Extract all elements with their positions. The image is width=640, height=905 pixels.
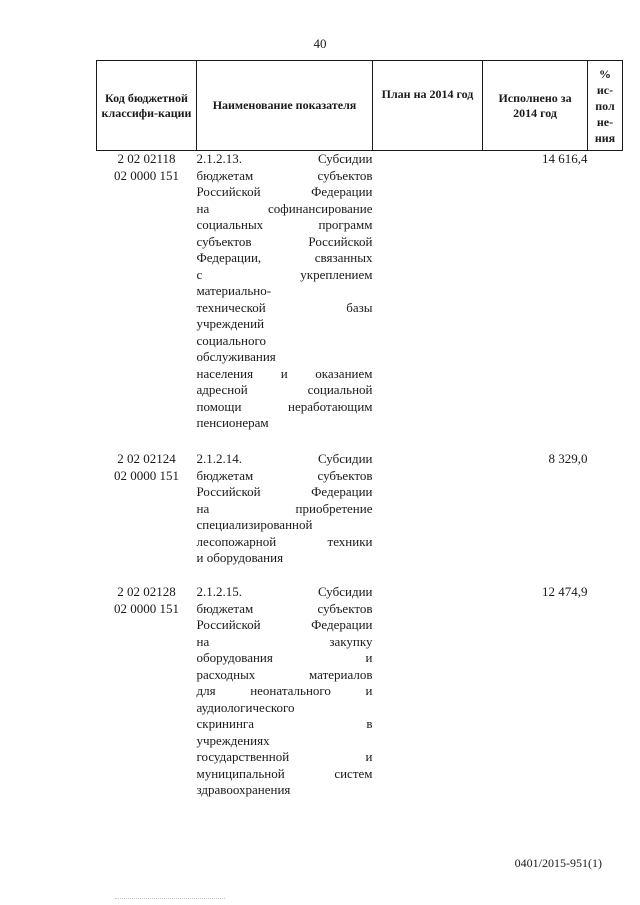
name-line: здравоохранения [196,782,291,797]
name-line: лесопожарной техники [196,533,373,549]
scan-artifact [115,898,225,901]
name-line: скрининга в [196,716,373,731]
header-name: Наименование показателя [197,61,373,151]
name-line: обслуживания [196,349,276,364]
code-part-2: 02 0000 151 [114,467,179,483]
row-code [97,151,197,452]
name-line: 2.1.2.13. Субсидии [196,151,373,166]
budget-table [96,60,623,816]
name-line: субъектов Российской [196,233,373,249]
row-plan [373,151,483,452]
code-part-1: 2 02 02128 [117,584,176,599]
code-part-1: 2 02 02118 [117,151,176,166]
name-line: 2.1.2.15. Субсидии [196,584,373,599]
name-line: социальных программ [196,217,373,232]
row-percent [588,151,623,452]
table-row [97,584,623,816]
document-code: 0401/2015-951(1) [514,856,602,870]
row-executed: 12 474,9 [542,584,588,599]
name-line: и оборудования [196,550,284,565]
header-executed: Исполнено за 2014 год [483,61,588,151]
name-line: специализированной [196,517,313,532]
name-line: пенсионерам [196,415,269,430]
name-line: оборудования и [196,650,373,665]
name-line: Федерации, связанных [196,250,373,265]
table-header-row [97,61,623,151]
row-executed: 14 616,4 [542,151,588,166]
code-part-1: 2 02 02124 [117,451,176,466]
row-name [197,451,373,584]
row-code [97,451,197,584]
header-percent: % ис-пол не-ния [588,61,623,151]
name-line: материально- [196,283,272,298]
name-line: помощи неработающим [196,398,373,414]
row-plan [373,451,483,584]
name-line: технической базы [196,299,373,315]
name-line: адресной социальной [196,382,373,397]
row-plan [373,584,483,816]
row-code [97,584,197,816]
name-line: расходных материалов [196,666,373,682]
name-line: на приобретение [196,500,373,516]
name-line: государственной и [196,749,373,764]
table-row [97,151,623,452]
row-name [197,151,373,452]
name-line: Российской Федерации [196,484,373,499]
row-executed: 8 329,0 [548,451,588,466]
name-line: бюджетам субъектов [196,600,373,616]
table-row [97,451,623,584]
name-line: Российской Федерации [196,617,373,632]
row-percent [588,451,623,584]
code-part-2: 02 0000 151 [114,167,179,183]
header-plan: План на 2014 год [373,61,483,151]
name-line: учреждениях [196,732,270,748]
name-line: на закупку [196,633,373,649]
code-part-2: 02 0000 151 [114,600,179,616]
name-line: для неонатального и [196,683,373,698]
name-line: аудиологического [196,699,295,715]
name-line: бюджетам субъектов [196,467,373,483]
name-line: Российской Федерации [196,184,373,199]
header-code: Код бюджетной классифи-кации [97,61,197,151]
name-line: учреждений [196,316,265,331]
name-line: с укреплением [196,266,373,282]
name-line: социального [196,332,266,348]
row-name [197,584,373,816]
row-percent [588,584,623,816]
page-number: 40 [313,36,327,51]
name-line: населения и оказанием [196,365,373,381]
name-line: 2.1.2.14. Субсидии [196,451,373,466]
name-line: на софинансирование [196,200,373,216]
name-line: бюджетам субъектов [196,167,373,183]
name-line: муниципальной систем [196,765,373,781]
